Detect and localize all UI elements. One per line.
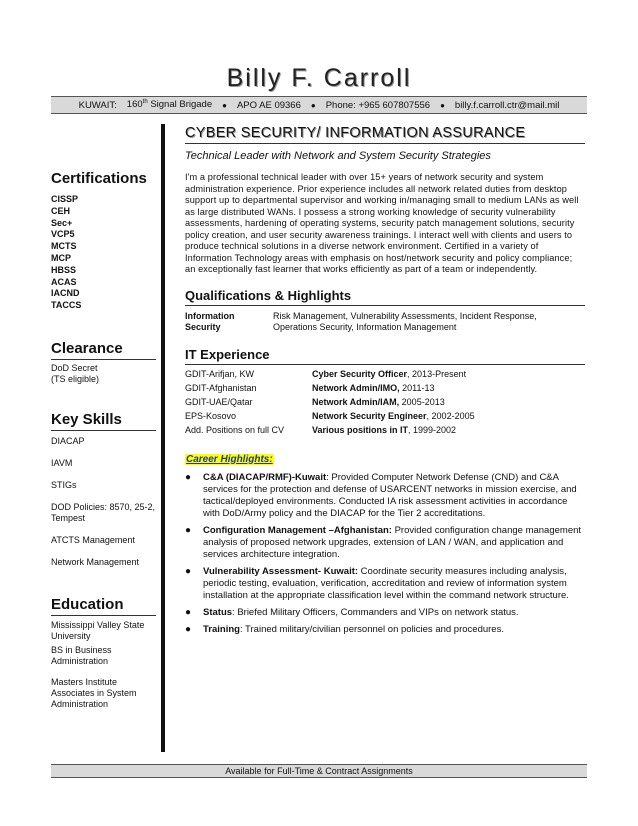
education-list xyxy=(51,620,156,710)
experience-role: Cyber Security Officer, 2013-Present xyxy=(312,368,467,379)
contact-email[interactable]: billy.f.carroll.ctr@mail.mil xyxy=(454,99,560,111)
experience-row xyxy=(185,423,585,437)
career-highlights-list xyxy=(185,472,585,636)
bullet-icon: ● xyxy=(185,623,192,635)
certification-item: VCP5 xyxy=(51,229,75,240)
bullet-icon: ● xyxy=(185,606,192,618)
qualification-key: Security xyxy=(185,321,221,332)
experience-org: GDIT-Arifjan, KW xyxy=(185,368,255,379)
contact-phone: Phone: +965 607807556 xyxy=(325,99,431,111)
experience-role: Network Admin/IMO, 2011-13 xyxy=(312,382,435,393)
highlight-item: ● Vulnerability Assessment- Kuwait: Coordinate security measures including analysis, periodic testing, evaluation, verification, accreditation and review of information system installation at the appropriate classification level within the command network structure. xyxy=(185,565,569,601)
subheadline: Technical Leader with Network and System Security Strategies xyxy=(185,150,491,162)
certifications-list xyxy=(51,194,156,312)
main-content xyxy=(185,125,585,636)
experience-row xyxy=(185,395,585,409)
clearance-list xyxy=(51,363,156,385)
certification-item: TACCS xyxy=(51,300,82,311)
sidebar xyxy=(51,124,156,710)
education-rule xyxy=(51,615,156,616)
experience-org: GDIT-Afghanistan xyxy=(185,382,257,393)
experience-row xyxy=(185,381,585,395)
certification-item: Sec+ xyxy=(51,217,73,228)
contact-unit: 160th Signal Brigade xyxy=(126,99,213,111)
footer-bar: Available for Full-Time & Contract Assignments xyxy=(51,764,587,778)
qualification-row xyxy=(185,311,585,322)
key-skills-heading: Key Skills xyxy=(51,410,122,428)
qualification-value: Operations Security, Information Management xyxy=(273,321,457,332)
education-heading: Education xyxy=(51,595,124,613)
experience-org: Add. Positions on full CV xyxy=(185,424,285,435)
certification-item: ACAS xyxy=(51,276,77,287)
experience-role: Network Security Engineer, 2002-2005 xyxy=(312,410,475,421)
qualifications-table xyxy=(185,311,585,333)
skill-item: STIGs xyxy=(51,479,77,490)
education-item: Masters Institute Associates in System Administration xyxy=(51,676,137,709)
skill-item: DOD Policies: 8570, 25-2, Tempest xyxy=(51,501,156,523)
highlight-item: ● Status: Briefed Military Officers, Commanders and VIPs on network status. xyxy=(185,606,519,618)
clearance-heading: Clearance xyxy=(51,339,123,357)
key-skills-rule xyxy=(51,430,156,431)
certifications-heading: Certifications xyxy=(51,170,147,187)
contact-address: APO AE 09366 xyxy=(236,99,301,111)
experience-org: EPS-Kosovo xyxy=(185,410,237,421)
certification-item: HBSS xyxy=(51,264,77,275)
experience-role: Various positions in IT, 1999-2002 xyxy=(312,424,457,435)
contact-bar xyxy=(51,96,587,114)
experience-org: GDIT-UAE/Qatar xyxy=(185,396,253,407)
experience-list xyxy=(185,367,585,437)
qualifications-heading: Qualifications & Highlights xyxy=(185,288,585,306)
bullet-icon: ● xyxy=(185,471,192,483)
certification-item: MCP xyxy=(51,252,71,263)
clearance-item: DoD Secret xyxy=(51,362,98,373)
bullet-icon: ● xyxy=(185,524,192,536)
highlight-item: ● Configuration Management –Afghanistan: Provided configuration change management analysis of proposed network upgrades, extension of LAN / WAN, and application and services architecture integration. xyxy=(185,524,582,560)
skill-item: Network Management xyxy=(51,556,140,567)
skill-item: DIACAP xyxy=(51,435,85,446)
experience-row xyxy=(185,367,585,381)
candidate-name: Billy F. Carroll xyxy=(226,64,412,92)
highlight-item: ● Training: Trained military/civilian personnel on policies and procedures. xyxy=(185,623,504,635)
education-item: BS in Business Administration xyxy=(51,644,112,666)
separator-dot-icon: ● xyxy=(222,100,227,110)
certification-item: IACND xyxy=(51,288,80,299)
skill-item: IAVM xyxy=(51,457,73,468)
experience-role: Network Admin/IAM, 2005-2013 xyxy=(312,396,445,407)
experience-heading: IT Experience xyxy=(185,347,585,365)
clearance-rule xyxy=(51,359,156,360)
career-highlights-heading: Career Highlights: xyxy=(186,453,273,465)
key-skills-list xyxy=(51,436,156,568)
certification-item: MCTS xyxy=(51,241,77,252)
education-item: Mississippi Valley State University xyxy=(51,619,145,641)
experience-row xyxy=(185,409,585,423)
highlight-item: ● C&A (DIACAP/RMF)-Kuwait: Provided Computer Network Defense (CND) and C&A services for the protection and defense of USARCENT networks in mission exercise, and tactical/deployed environments. Conducted IA risk assessment activities in accordance with DoD/Army policy and the DIACAP for the Tier 2 accreditations. xyxy=(185,471,577,519)
skill-item: ATCTS Management xyxy=(51,534,135,545)
clearance-item: (TS eligible) xyxy=(51,373,100,384)
qualification-row xyxy=(185,322,585,333)
column-divider xyxy=(161,124,165,752)
certification-item: CISSP xyxy=(51,194,79,204)
certification-item: CEH xyxy=(51,205,71,216)
separator-dot-icon: ● xyxy=(440,100,445,110)
summary-paragraph: I'm a professional technical leader with over 15+ years of network security and system administration experience. Prior experience includes all network related duties from desktop support up to departmental supervisor and working in/managing small to medium LANs as well as large distributed WANs. I possess a strong working knowledge of security vulnerability assessments, hardening of operating systems, security patch management solutions, security policy creation, and user security awareness trainings. I interact well with clients and users to produce technical solutions in a diverse network environment. Certified in a variety of Information Technology areas with emphasis on host/network security and policy compliance; an exceptionally fast learner that works efficiently as part of a team or independently. xyxy=(185,172,579,274)
headline: CYBER SECURITY/ INFORMATION ASSURANCE xyxy=(185,125,585,144)
bullet-icon: ● xyxy=(185,565,192,577)
separator-dot-icon: ● xyxy=(310,100,316,110)
contact-location: KUWAIT: xyxy=(78,99,117,111)
qualification-value: Risk Management, Vulnerability Assessments, Incident Response, xyxy=(273,310,537,321)
qualification-key: Information xyxy=(185,310,235,321)
